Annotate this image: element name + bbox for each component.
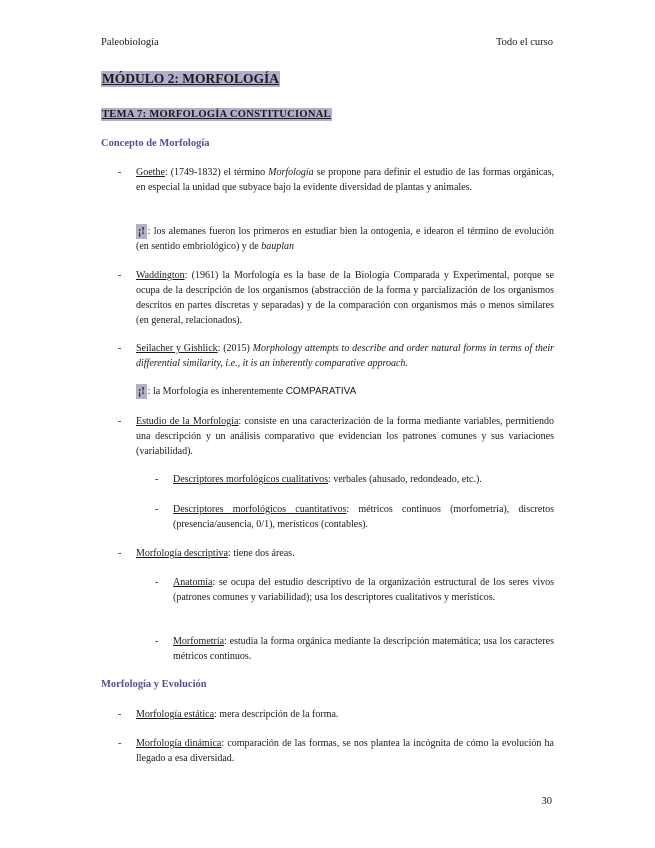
bullet-dash: - — [118, 548, 122, 559]
note1-text: : los alemanes fueron los primeros en estudiar bien la ontogenia, e idearon el término de evolución (en sentido embriológico) y de — [136, 226, 554, 252]
desc-cuant-text: : métricos continuos (morfometría), discretos (presencia/ausencia, 0/1), merísticos (contables). — [173, 504, 554, 530]
bullet-dash: - — [155, 636, 159, 647]
descriptiva-paragraph — [136, 546, 554, 561]
desc-cual-term: Descriptores morfológicos cualitativos — [173, 474, 328, 485]
bullet-dash: - — [118, 738, 122, 749]
dinamica-term: Morfología dinámica — [136, 738, 222, 749]
seilacher-italic: Morphology attempts to describe and order natural forms in terms of their differential similarity, i.e., it is an inherently comparative approach. — [136, 343, 554, 369]
desc-cual-text: : verbales (ahusado, redondeado, etc.). — [327, 474, 482, 485]
waddington-paragraph — [136, 268, 554, 328]
morfometria-text: : estudia la forma orgánica mediante la descripción matemática; usa los caracteres métricos continuos. — [173, 636, 554, 662]
anatomia-term: Anatomía — [173, 577, 213, 588]
bullet-dash: - — [118, 416, 122, 427]
note-paragraph-2 — [136, 384, 554, 399]
seilacher-text: : (2015) — [217, 343, 253, 354]
section-title-concepto: Concepto de Morfología — [101, 138, 210, 149]
morfometria-term: Morfometría — [173, 636, 225, 647]
module-title: MÓDULO 2: MORFOLOGÍA — [102, 71, 279, 86]
estatica-text: : mera descripción de la forma. — [214, 709, 339, 720]
dinamica-paragraph — [136, 736, 554, 766]
waddington-term: Waddington — [136, 270, 185, 281]
estudio-text: : consiste en una caracterización de la forma mediante variables, permitiendo una descripción y un análisis comparativo que evidencian los patrones comunes y sus variaciones (variabilidad). — [136, 416, 554, 457]
desc-cual-paragraph — [173, 472, 554, 487]
goethe-term: Goethe — [136, 167, 165, 178]
bullet-dash: - — [118, 343, 122, 354]
morfometria-paragraph — [173, 634, 554, 664]
estatica-paragraph — [136, 707, 554, 722]
seilacher-paragraph — [136, 341, 554, 371]
bullet-dash: - — [155, 577, 159, 588]
bullet-dash: - — [155, 474, 159, 485]
note1-italic: bauplan — [261, 241, 295, 252]
desc-cuant-term: Descriptores morfológicos cuantitativos — [173, 504, 347, 515]
estatica-term: Morfología estática — [136, 709, 215, 720]
header-left: Paleobiología — [101, 37, 159, 48]
tema-title: TEMA 7: MORFOLOGÍA CONSTITUCIONAL — [102, 109, 331, 120]
descriptiva-term: Morfología descriptiva — [136, 548, 228, 559]
waddington-text: : (1961) la Morfología es la base de la Biología Comparada y Experimental, porque se ocupa de la descripción de los organismos (abstracción de la forma y parcialización de los organismos descritos en partes discretas y separadas) y de la comparación con organismos más o menos similares (en general, relacionados). — [136, 270, 554, 326]
bullet-dash: - — [118, 709, 122, 720]
bullet-dash: - — [155, 504, 159, 515]
note-paragraph-1 — [136, 224, 554, 254]
seilacher-term: Seilacher y Gishlick — [136, 343, 218, 354]
page-number: 30 — [541, 796, 552, 807]
note2-text: : la Morfología es inherentemente — [147, 386, 286, 397]
goethe-italic: Morfología — [268, 167, 314, 178]
estudio-term: Estudio de la Morfología — [136, 416, 239, 427]
goethe-text2: se propone para definir el estudio de las formas orgánicas, en especial la unidad que subyace bajo la evidente diversidad de plantas y animales. — [136, 167, 554, 193]
estudio-paragraph — [136, 414, 554, 459]
goethe-text1: : (1749-1832) el término — [164, 167, 269, 178]
section-title-evolucion: Morfología y Evolución — [101, 679, 207, 690]
header-right: Todo el curso — [495, 37, 553, 48]
desc-cuant-paragraph — [173, 502, 554, 532]
descriptiva-text: : tiene dos áreas. — [227, 548, 295, 559]
anatomia-paragraph — [173, 575, 554, 605]
note2-sans: COMPARATIVA — [285, 386, 357, 397]
anatomia-text: : se ocupa del estudio descriptivo de la organización estructural de los seres vivos (patrones comunes y variabilidad); usa los descriptores cualitativos y merísticos. — [173, 577, 554, 603]
exclamation-mark-icon: ¡! — [138, 226, 145, 237]
bullet-dash: - — [118, 270, 122, 281]
dinamica-text: : comparación de las formas, se nos plantea la incógnita de cómo la evolución ha llegado a esa diversidad. — [136, 738, 554, 764]
bullet-dash: - — [118, 167, 122, 178]
exclamation-mark-icon: ¡! — [138, 386, 145, 397]
goethe-paragraph — [136, 165, 554, 195]
